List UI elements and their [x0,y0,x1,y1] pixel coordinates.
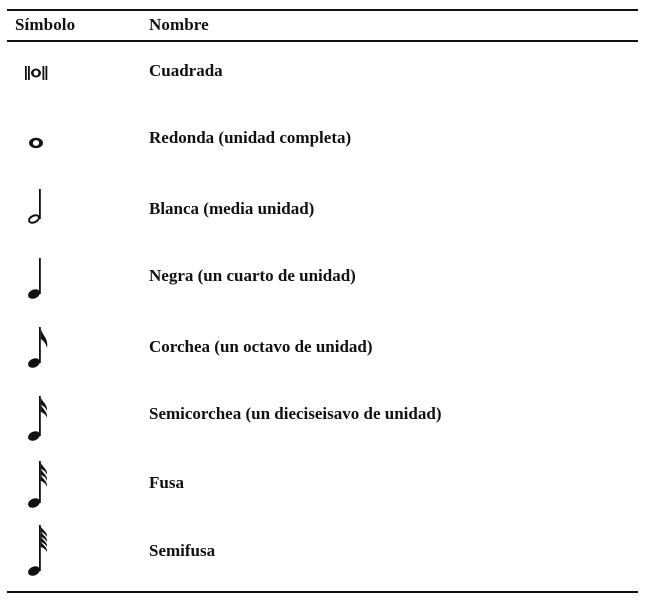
note-name: Cuadrada [149,61,223,80]
half-note-icon [22,199,82,227]
whole-note-icon [22,128,82,152]
header-name: Nombre [149,15,209,34]
note-values-table [7,9,638,594]
note-name: Corchea (un octavo de unidad) [149,337,373,356]
note-name: Semicorchea (un dieciseisavo de unidad) [149,404,442,423]
thirty-second-note-icon [22,473,82,511]
note-name: Semifusa [149,541,216,560]
breve-note-icon [22,61,82,83]
top-rule [7,9,638,11]
eighth-note-icon [22,337,82,371]
sixteenth-note-icon [22,404,82,444]
sixty-fourth-note-icon [22,541,82,579]
note-name: Negra (un cuarto de unidad) [149,266,356,285]
header-symbol: Símbolo [15,15,76,34]
header-rule [7,40,638,42]
note-name: Blanca (media unidad) [149,199,315,218]
note-name: Fusa [149,473,184,492]
quarter-note-icon [22,266,82,302]
bottom-rule [7,591,638,593]
note-name: Redonda (unidad completa) [149,128,352,147]
